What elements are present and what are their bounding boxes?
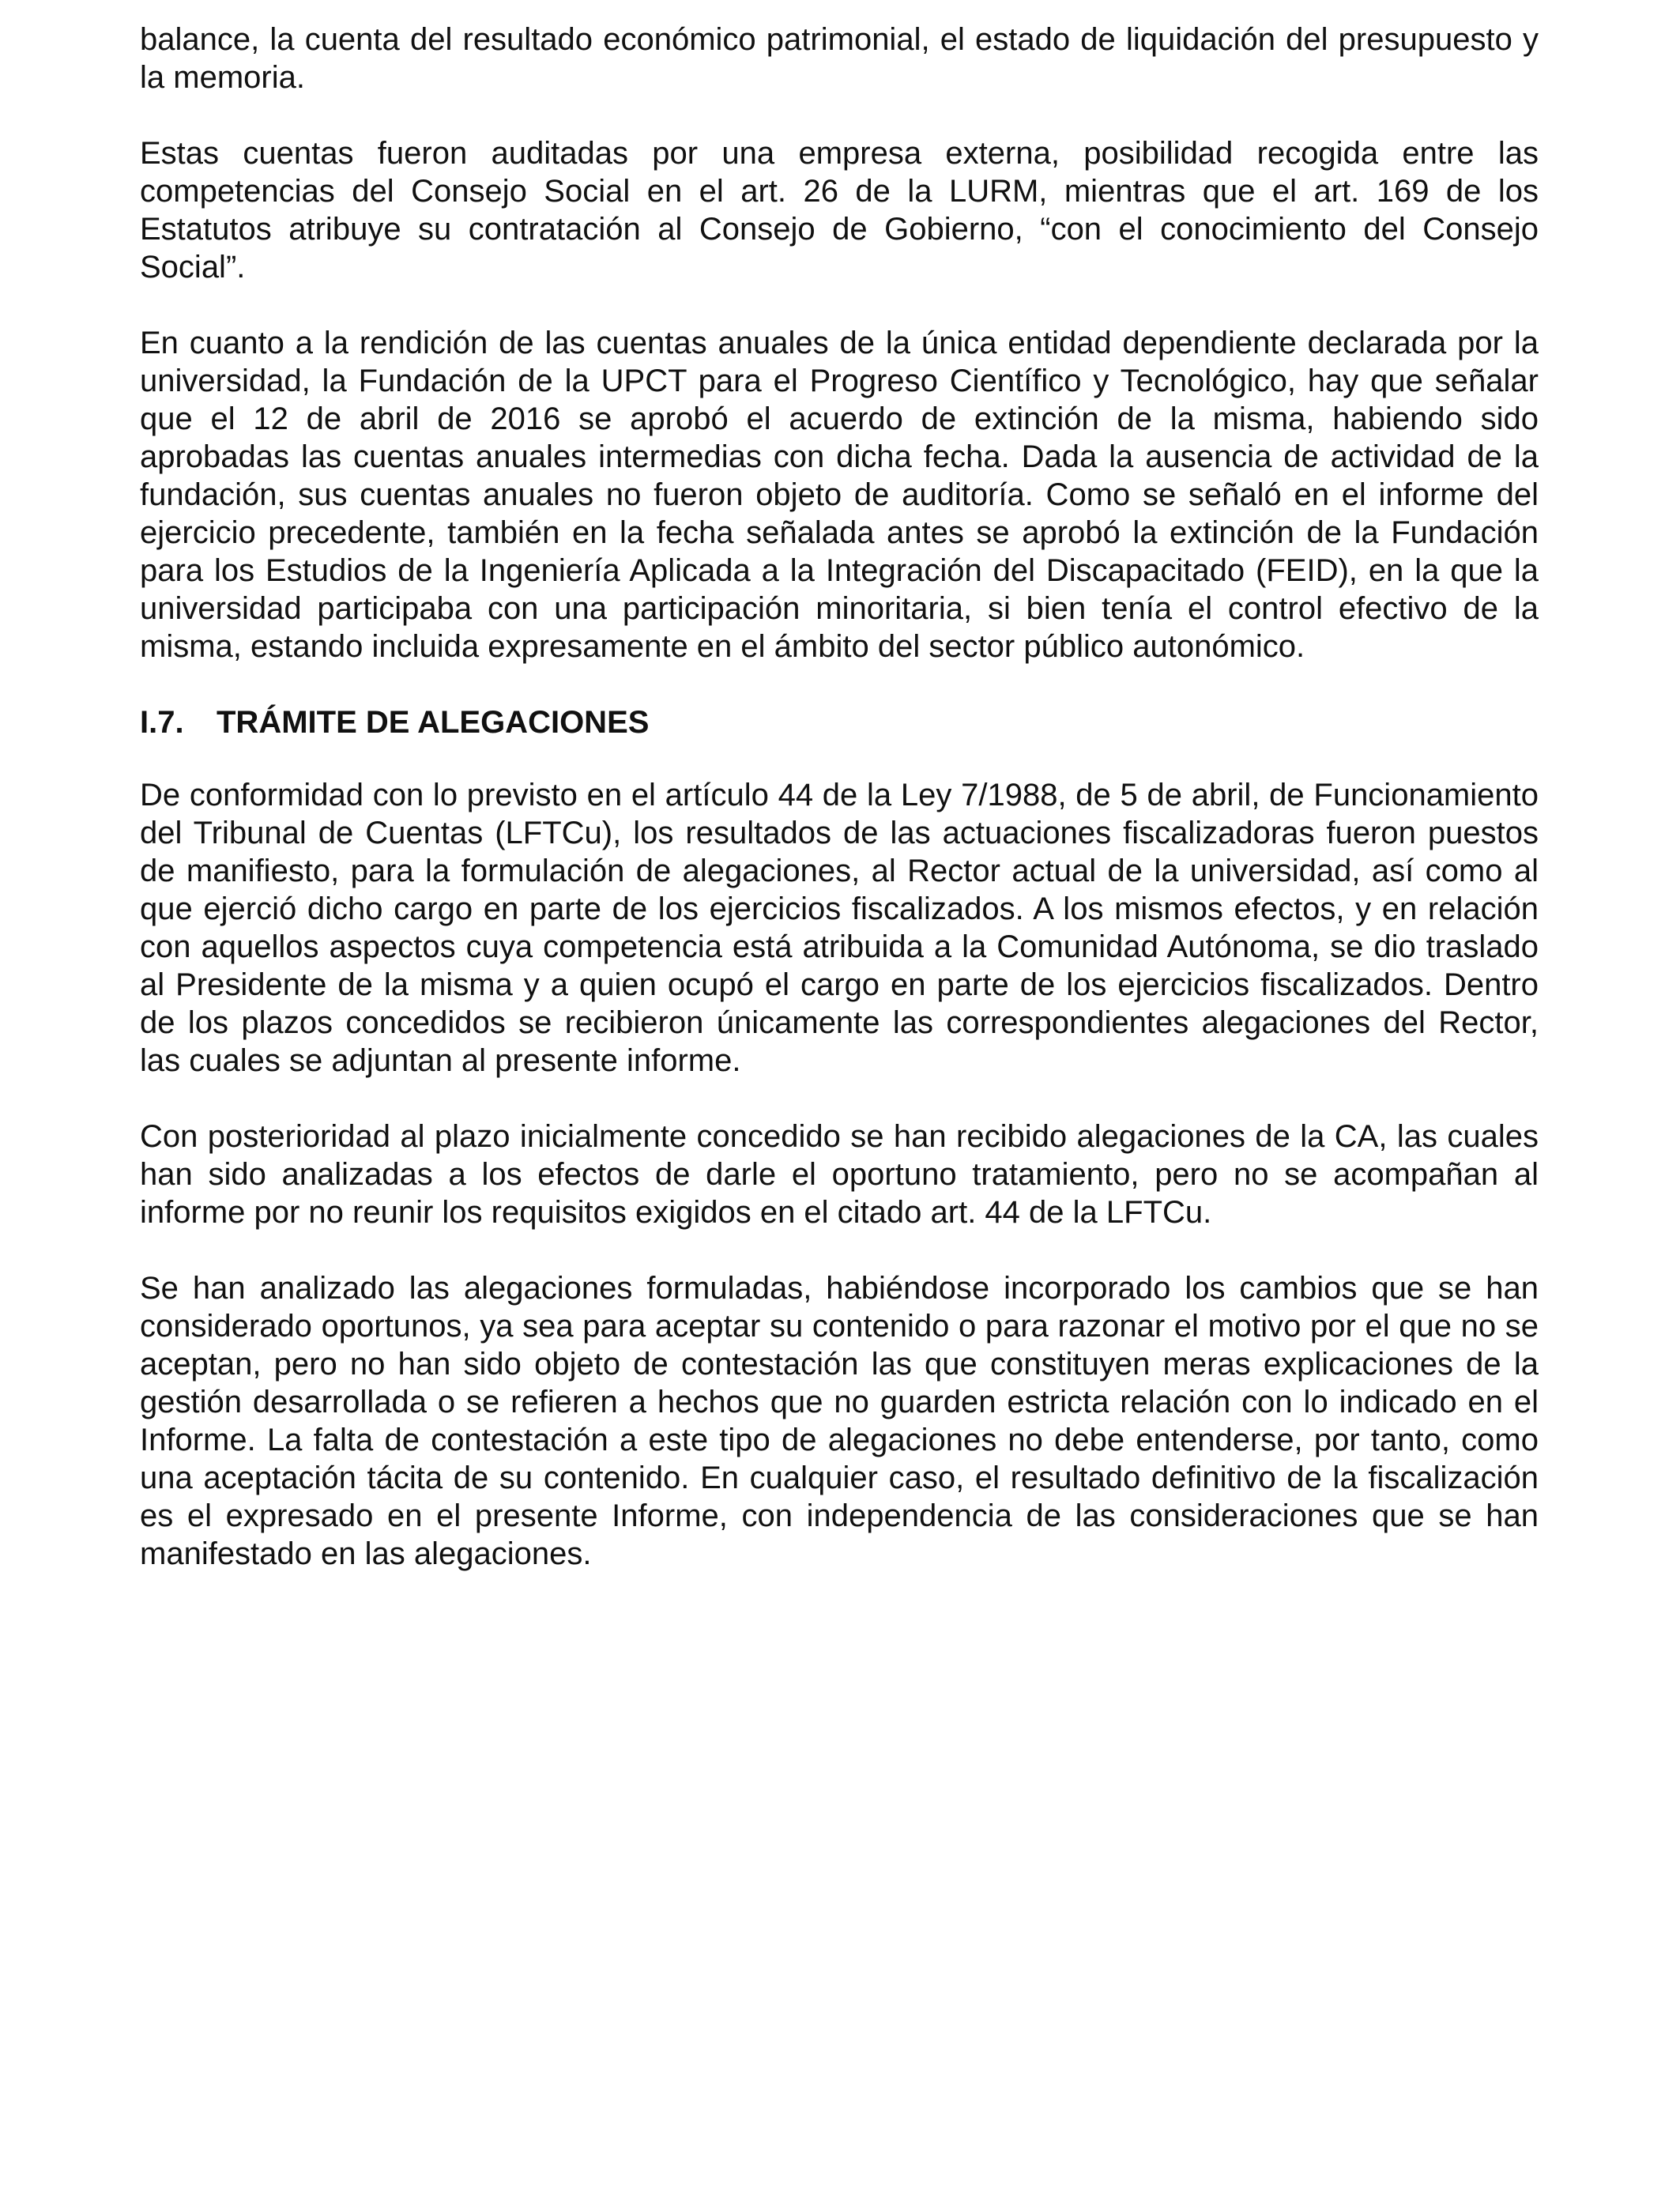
document-page: [140, 21, 1539, 1611]
paragraph-analysis-of-allegations: Se han analizado las alegaciones formuladas, habiéndose incorporado los cambios que se han considerado oportunos, ya sea para aceptar su contenido o para razonar el motivo por el que no se aceptan, pero no han sido objeto de contestación las que constituyen meras explicaciones de la gestión desarrollada o se refieren a hechos que no guarden estricta relación con lo indicado en el Informe. La falta de contestación a este tipo de alegaciones no debe entenderse, por tanto, como una aceptación tácita de su contenido. En cualquier caso, el resultado definitivo de la fiscalización es el expresado en el presente Informe, con independencia de las consideraciones que se han manifestado en las alegaciones.: [140, 1271, 1539, 1571]
section-title: TRÁMITE DE ALEGACIONES: [217, 705, 650, 740]
paragraph-external-audit: Estas cuentas fueron auditadas por una empresa externa, posibilidad recogida entre las competencias del Consejo Social en el art. 26 de la LURM, mientras que el art. 169 de los Estatutos atribuye su contratación al Consejo de Gobierno, “con el conocimiento del Consejo Social”.: [140, 136, 1539, 285]
paragraph-late-allegations: Con posterioridad al plazo inicialmente concedido se han recibido alegaciones de la CA, las cuales han sido analizadas a los efectos de darle el oportuno tratamiento, pero no se acompañan al informe por no reunir los requisitos exigidos en el citado art. 44 de la LFTCu.: [140, 1119, 1539, 1230]
paragraph-financial-statements: balance, la cuenta del resultado económico patrimonial, el estado de liquidación del presupuesto y la memoria.: [140, 22, 1539, 95]
section-number: I.7.: [140, 705, 184, 740]
paragraph-allegations-procedure: De conformidad con lo previsto en el artículo 44 de la Ley 7/1988, de 5 de abril, de Funcionamiento del Tribunal de Cuentas (LFTCu), los resultados de las actuaciones fiscalizadoras fueron puestos de manifiesto, para la formulación de alegaciones, al Rector actual de la universidad, así como al que ejerció dicho cargo en parte de los ejercicios fiscalizados. A los mismos efectos, y en relación con aquellos aspectos cuya competencia está atribuida a la Comunidad Autónoma, se dio traslado al Presidente de la misma y a quien ocupó el cargo en parte de los ejercicios fiscalizados. Dentro de los plazos concedidos se recibieron únicamente las correspondientes alegaciones del Rector, las cuales se adjuntan al presente informe.: [140, 778, 1539, 1078]
paragraph-dependent-entity: En cuanto a la rendición de las cuentas anuales de la única entidad dependiente declarada por la universidad, la Fundación de la UPCT para el Progreso Científico y Tecnológico, hay que señalar que el 12 de abril de 2016 se aprobó el acuerdo de extinción de la misma, habiendo sido aprobadas las cuentas anuales intermedias con dicha fecha. Dada la ausencia de actividad de la fundación, sus cuentas anuales no fueron objeto de auditoría. Como se señaló en el informe del ejercicio precedente, también en la fecha señalada antes se aprobó la extinción de la Fundación para los Estudios de la Ingeniería Aplicada a la Integración del Discapacitado (FEID), en la que la universidad participaba con una participación minoritaria, si bien tenía el control efectivo de la misma, estando incluida expresamente en el ámbito del sector público autonómico.: [140, 326, 1539, 664]
section-heading: [140, 703, 1539, 741]
